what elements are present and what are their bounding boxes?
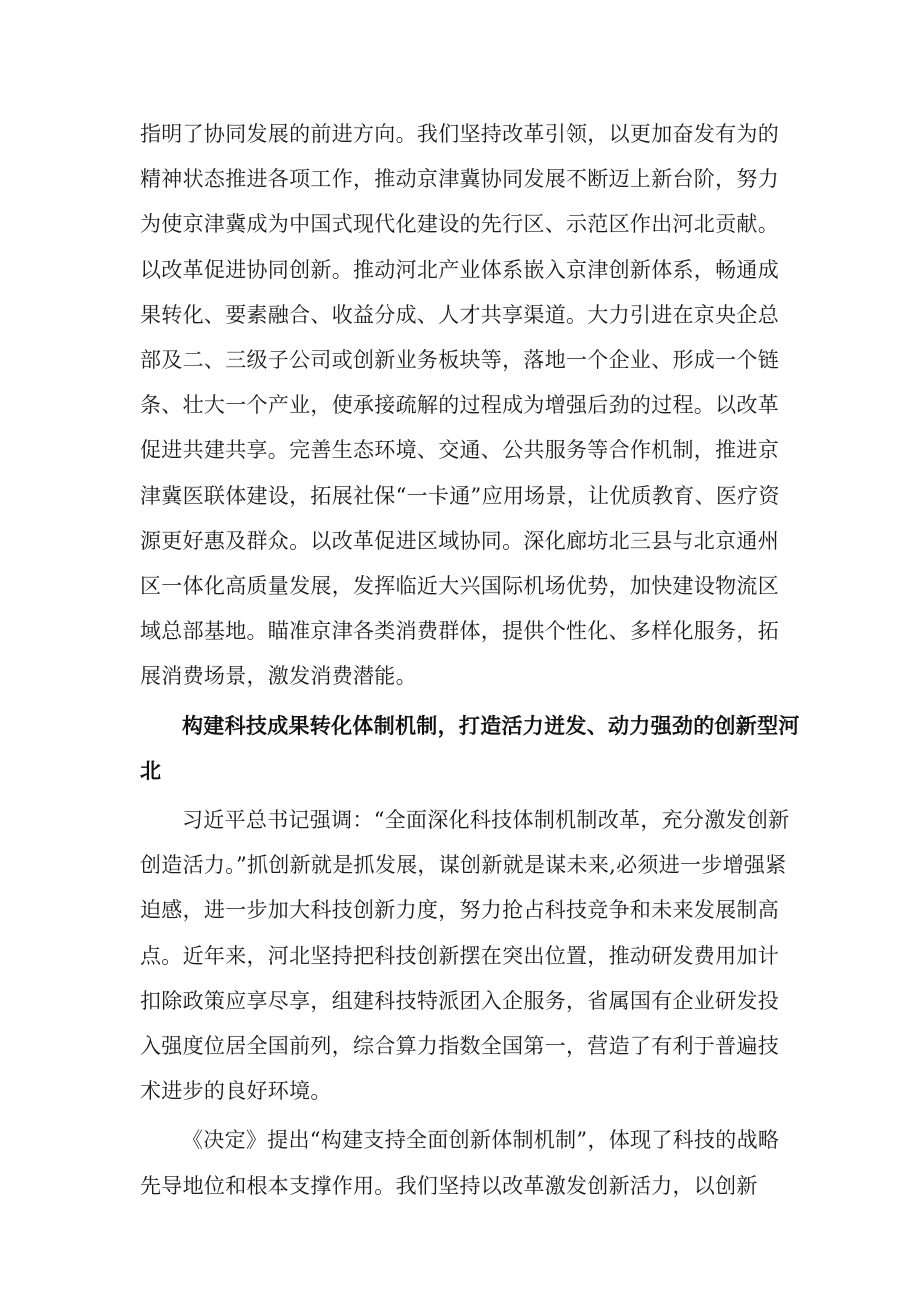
paragraph-continued: 指明了协同发展的前进方向。我们坚持改革引领，以更加奋发有为的精神状态推进各项工作，推动京津冀协同发展不断迈上新台阶，努力为使京津冀成为中国式现代化建设的先行区、示范区作出河北贡献。以改革促进协同创新。推动河北产业体系嵌入京津创新体系，畅通成果转化、要素融合、收益分成、人才共享渠道。大力引进在京央企总部及二、三级子公司或创新业务板块等，落地一个企业、形成一个链条、壮大一个产业，使承接疏解的过程成为增强后劲的过程。以改革促进共建共享。完善生态环境、交通、公共服务等合作机制，推进京津冀医联体建设，拓展社保“一卡通”应用场景，让优质教育、医疗资源更好惠及群众。以改革促进区域协同。深化廊坊北三县与北京通州区一体化高质量发展，发挥临近大兴国际机场优势，加快建设物流区域总部基地。瞄准京津各类消费群体，提供个性化、多样化服务，拓展消费场景，激发消费潜能。 xyxy=(140,122,780,689)
paragraph-2: 习近平总书记强调：“全面深化科技体制机制改革，充分激发创新创造活力。”抓创新就是抓发展，谋创新就是谋未来,必须进一步增强紧迫感，进一步加大科技创新力度，努力抢占科技竞争和未来发展制高点。近年来，河北坚持把科技创新摆在突出位置，推动研发费用加计扣除政策应享尽享，组建科技特派团入企服务，省属国有企业研发投入强度位居全国前列，综合算力指数全国第一，营造了有利于普遍技术进步的良好环境。 xyxy=(140,808,790,1104)
document-body xyxy=(140,112,800,1209)
section-heading: 构建科技成果转化体制机制，打造活力迸发、动力强劲的创新型河北 xyxy=(140,713,800,783)
paragraph-3: 《决定》提出“构建支持全面创新体制机制”，体现了科技的战略先导地位和根本支撑作用。我们坚持以改革激发创新活力，以创新 xyxy=(140,1128,780,1198)
